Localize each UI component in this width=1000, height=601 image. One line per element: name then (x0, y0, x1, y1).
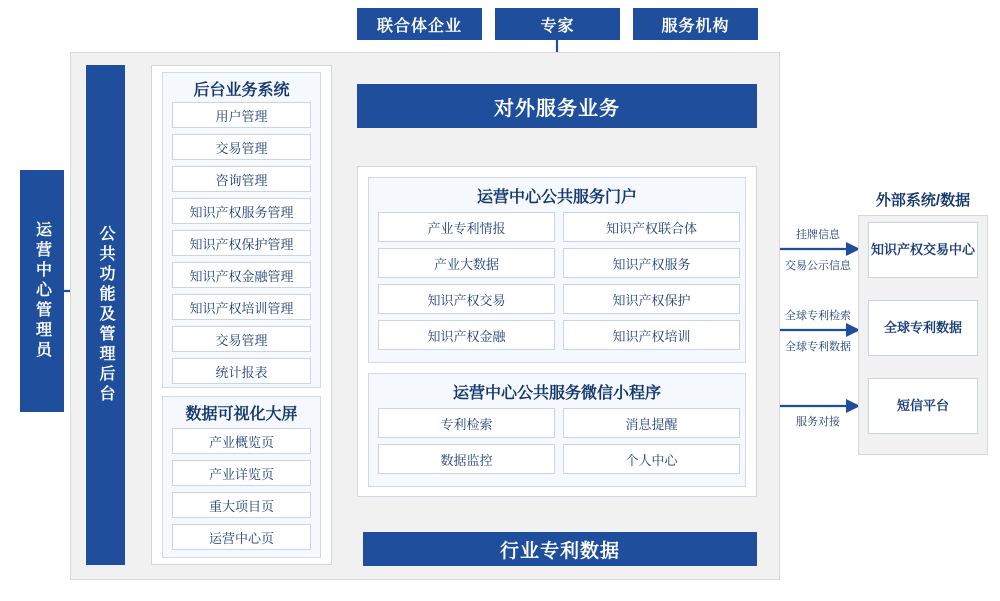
industry-patent-data-label: 行业专利数据 (499, 540, 620, 562)
backend-item[interactable] (172, 166, 311, 192)
operator-admin-label: 运营中心管理员 (33, 221, 51, 361)
operator-admin-block (20, 170, 64, 412)
common-functions-block (86, 65, 125, 565)
miniapp-item-label: 数据监控 (440, 452, 493, 468)
dashboard-item[interactable] (172, 524, 311, 550)
backend-item[interactable] (172, 326, 311, 352)
dashboard-item-label: 产业概览页 (208, 434, 274, 450)
dashboard-item[interactable] (172, 460, 311, 486)
backend-item-label: 知识产权金融管理 (189, 268, 294, 284)
miniapp-item-label: 消息提醒 (625, 416, 678, 432)
backend-item[interactable] (172, 134, 311, 160)
backend-item[interactable] (172, 358, 311, 384)
portal-item[interactable] (378, 248, 555, 278)
industry-patent-data-block (363, 532, 757, 566)
portal-item[interactable] (378, 320, 555, 350)
dashboard-title: 数据可视化大屏 (185, 405, 298, 423)
backend-item[interactable] (172, 262, 311, 288)
top-entity-label: 专家 (540, 17, 575, 35)
dashboard-item-label: 产业详览页 (208, 466, 274, 482)
backend-item[interactable] (172, 230, 311, 256)
portal-item[interactable] (563, 248, 740, 278)
external-service-business-block (357, 84, 757, 128)
top-entity-label: 服务机构 (661, 17, 730, 35)
arrow-label-global-patent-search: 全球专利检索 (785, 310, 851, 322)
miniapp-item[interactable] (378, 444, 555, 474)
portal-item-label: 知识产权培训 (612, 328, 691, 344)
external-item-label: 全球专利数据 (883, 319, 962, 335)
portal-item[interactable] (378, 284, 555, 314)
portal-item-label: 产业专利情报 (427, 220, 506, 236)
arrow-label-global-patent-data: 全球专利数据 (785, 341, 851, 353)
external-item-global-patent-data[interactable] (868, 300, 978, 356)
miniapp-item[interactable] (563, 408, 740, 438)
backend-item-label: 交易管理 (215, 332, 268, 348)
backend-item-label: 咨询管理 (215, 172, 268, 188)
backend-item-label: 知识产权保护管理 (189, 236, 294, 252)
top-entity-expert[interactable] (495, 8, 620, 40)
miniapp-item-label: 专利检索 (440, 416, 493, 432)
backend-item-label: 知识产权培训管理 (189, 300, 294, 316)
dashboard-item[interactable] (172, 428, 311, 454)
portal-item-label: 知识产权联合体 (605, 220, 697, 236)
backend-item-label: 知识产权服务管理 (189, 204, 294, 220)
backend-business-system-title: 后台业务系统 (193, 81, 290, 99)
arrow-label-listing-info: 挂牌信息 (796, 229, 840, 241)
public-service-portal-title: 运营中心公共服务门户 (476, 188, 637, 206)
top-entity-label: 联合体企业 (376, 17, 462, 35)
backend-item[interactable] (172, 102, 311, 128)
arrow-label-trade-public-info: 交易公示信息 (785, 260, 851, 272)
external-service-business-label: 对外服务业务 (494, 97, 620, 120)
backend-item[interactable] (172, 198, 311, 224)
common-functions-label: 公共功能及管理后台 (97, 225, 114, 405)
dashboard-item[interactable] (172, 492, 311, 518)
portal-item-label: 产业大数据 (433, 256, 499, 272)
external-item-label: 短信平台 (896, 397, 949, 413)
arrow-label-service-docking: 服务对接 (796, 416, 840, 428)
backend-item-label: 用户管理 (215, 108, 268, 124)
wechat-miniapp-title: 运营中心公共服务微信小程序 (452, 384, 661, 402)
miniapp-item[interactable] (378, 408, 555, 438)
dashboard-item-label: 重大项目页 (208, 498, 274, 514)
external-item-ip-trading-center[interactable] (868, 222, 978, 278)
dashboard-item-label: 运营中心页 (208, 530, 274, 546)
backend-item-label: 交易管理 (215, 140, 268, 156)
portal-item[interactable] (563, 212, 740, 242)
external-item-label: 知识产权交易中心 (870, 241, 975, 257)
portal-item-label: 知识产权金融 (427, 328, 506, 344)
backend-item-label: 统计报表 (215, 364, 268, 380)
backend-item[interactable] (172, 294, 311, 320)
external-item-sms-platform[interactable] (868, 378, 978, 434)
miniapp-item[interactable] (563, 444, 740, 474)
miniapp-item-label: 个人中心 (625, 452, 678, 468)
portal-item-label: 知识产权服务 (612, 256, 691, 272)
portal-item[interactable] (563, 284, 740, 314)
portal-item-label: 知识产权保护 (612, 292, 691, 308)
portal-item[interactable] (563, 320, 740, 350)
external-system-title: 外部系统/数据 (875, 191, 971, 209)
top-entity-service-agency[interactable] (633, 8, 758, 40)
portal-item[interactable] (378, 212, 555, 242)
top-entity-alliance-enterprise[interactable] (357, 8, 482, 40)
portal-item-label: 知识产权交易 (427, 292, 506, 308)
